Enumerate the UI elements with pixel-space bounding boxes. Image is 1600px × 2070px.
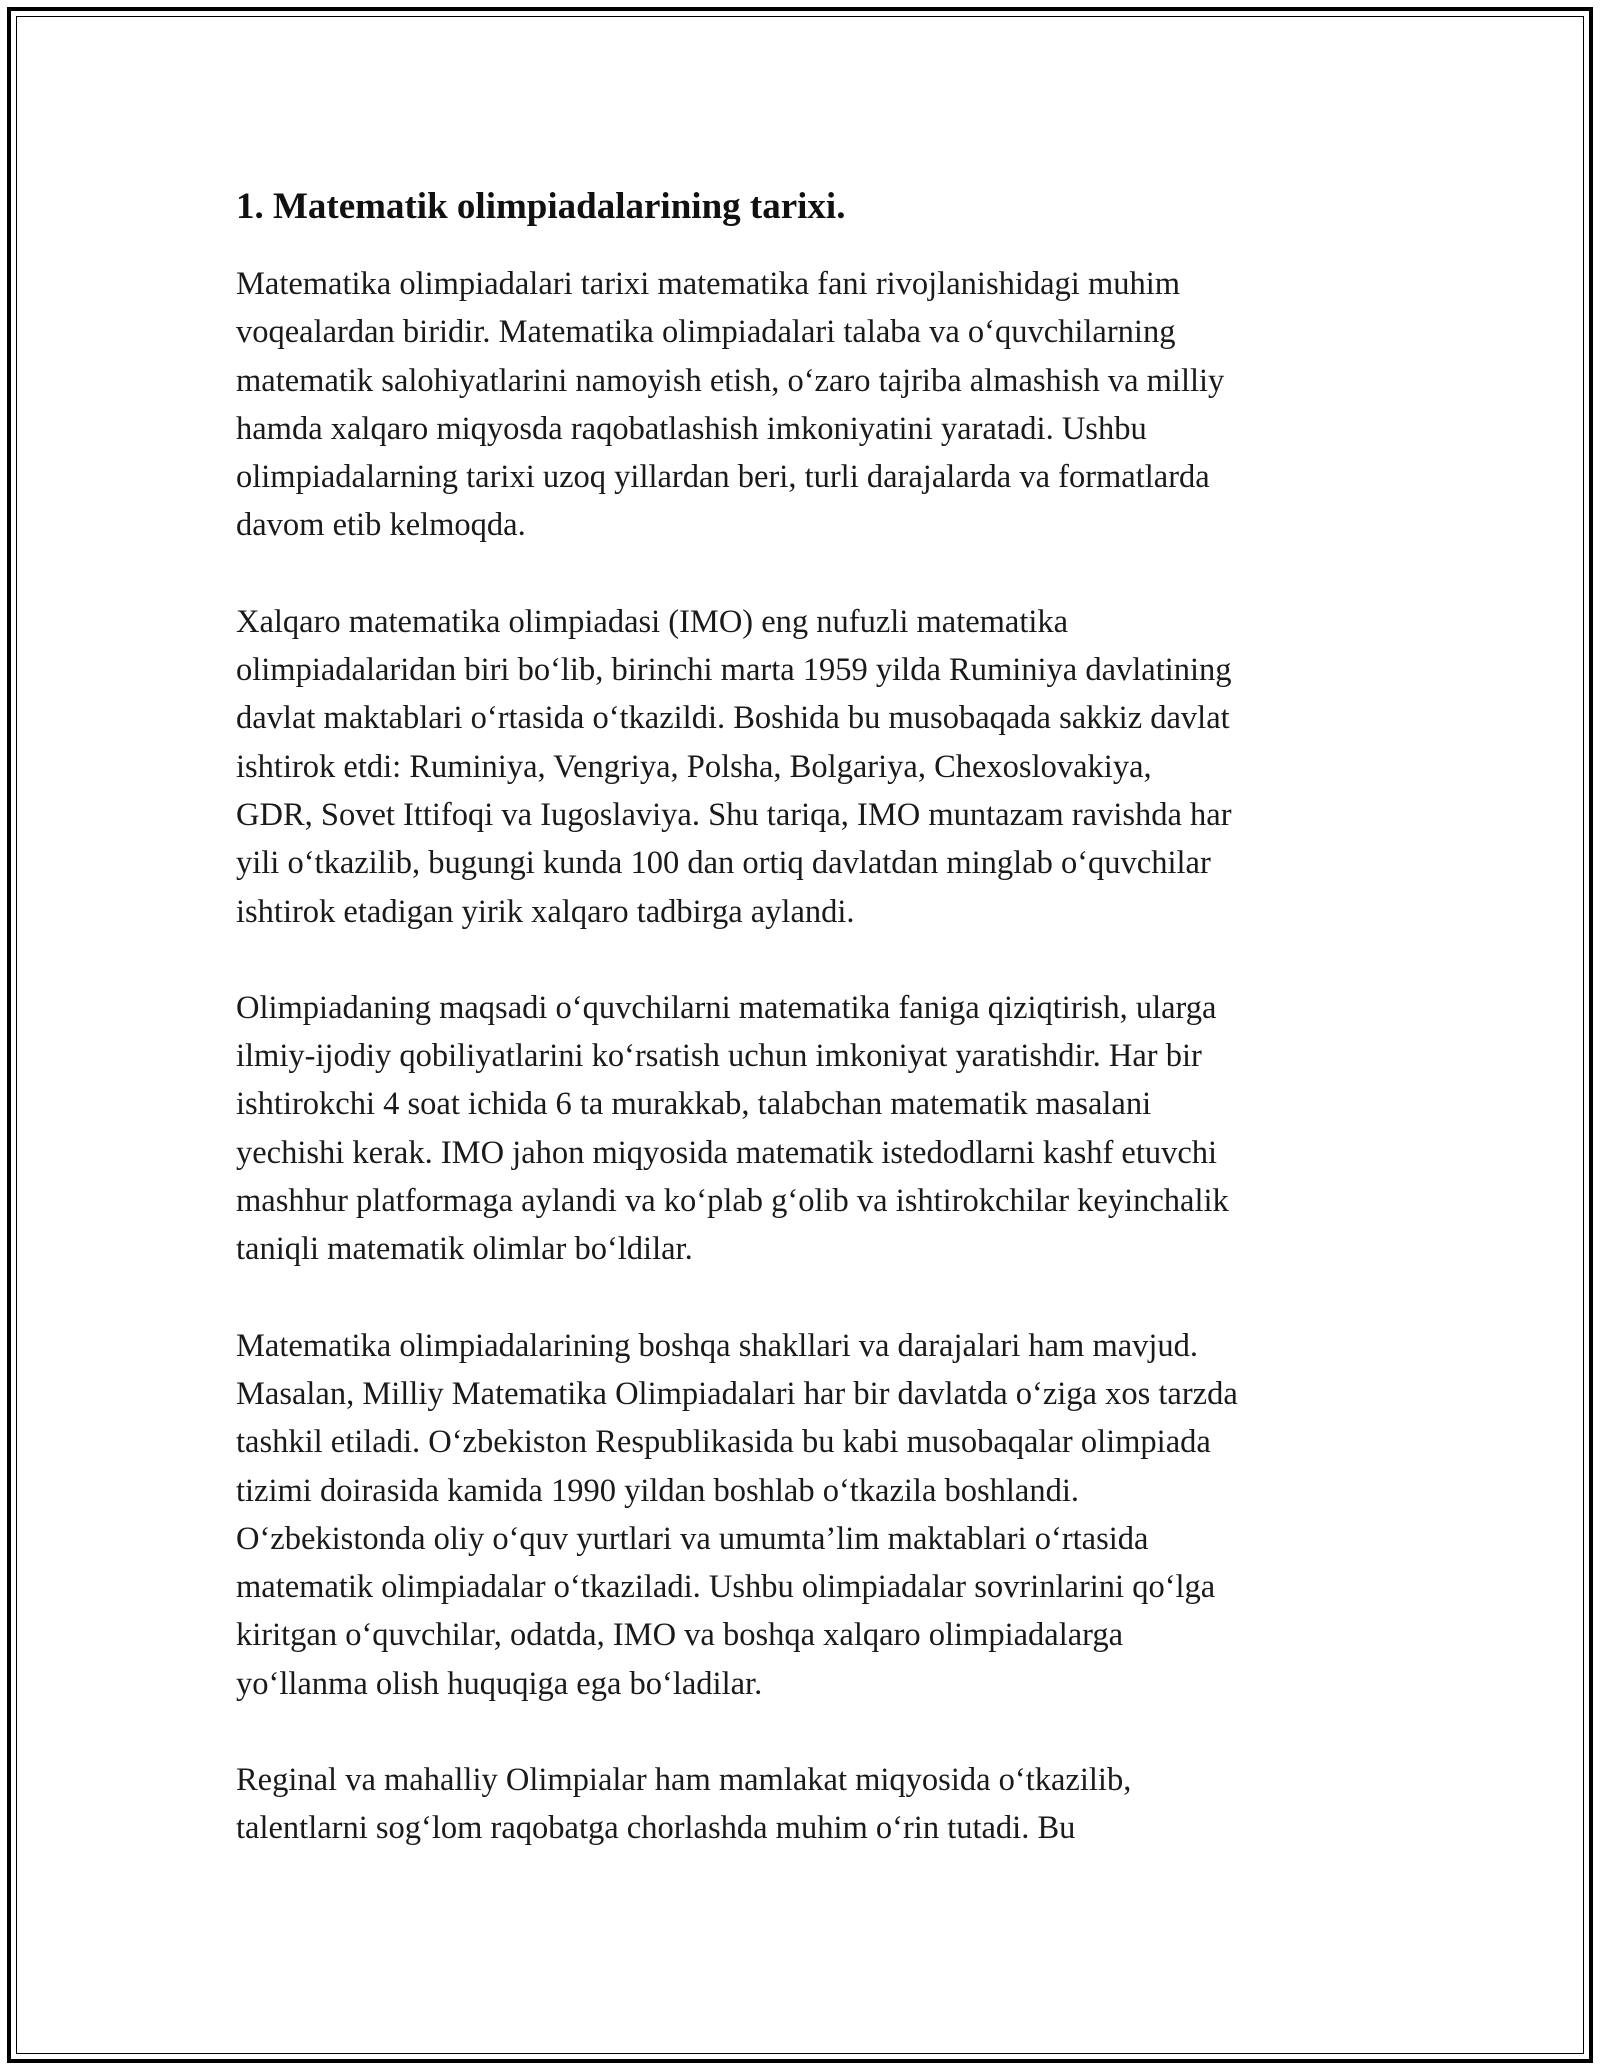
text-line: taniqli matematik olimlar bo‘ldilar. <box>236 1231 693 1268</box>
text-line: ilmiy-ijodiy qobiliyatlarini ko‘rsatish uchun imkoniyat yaratishdir. Har bir <box>236 1038 1202 1075</box>
text-line: davom etib kelmoqda. <box>236 507 526 544</box>
paragraph-imo-history <box>236 598 1376 936</box>
text-line: mashhur platformaga aylandi va ko‘plab g‘olib va ishtirokchilar keyinchalik <box>236 1183 1229 1220</box>
text-line: tashkil etiladi. O‘zbekiston Respublikasida bu kabi musobaqalar olimpiada <box>236 1424 1211 1461</box>
text-line: kiritgan o‘quvchilar, odatda, IMO va boshqa xalqaro olimpiadalarga <box>236 1617 1124 1654</box>
text-line: matematik olimpiadalar o‘tkaziladi. Ushbu olimpiadalar sovrinlarini qo‘lga <box>236 1569 1216 1606</box>
text-line: Reginal va mahalliy Olimpialar ham mamlakat miqyosida o‘tkazilib, <box>236 1762 1132 1799</box>
text-line: olimpiadalaridan biri bo‘lib, birinchi marta 1959 yilda Ruminiya davlatining <box>236 652 1232 689</box>
text-line: O‘zbekistonda oliy o‘quv yurtlari va umumta’lim maktablari o‘rtasida <box>236 1520 1149 1557</box>
text-line: ishtirok etdi: Ruminiya, Vengriya, Polsha, Bolgariya, Chexoslovakiya, <box>236 748 1152 785</box>
text-line: Matematika olimpiadalarining boshqa shakllari va darajalari ham mavjud. <box>236 1327 1199 1364</box>
text-line: yili o‘tkazilib, bugungi kunda 100 dan ortiq davlatdan minglab o‘quvchilar <box>236 845 1211 882</box>
paragraph-regional-olympiads <box>236 1756 1376 1853</box>
document-body <box>236 184 1376 1901</box>
paragraph-olympiad-purpose <box>236 984 1376 1274</box>
text-line: talentlarni sog‘lom raqobatga chorlashda muhim o‘rin tutadi. Bu <box>236 1810 1076 1847</box>
text-line: matematik salohiyatlarini namoyish etish, o‘zaro tajriba almashish va milliy <box>236 362 1225 399</box>
text-line: yechishi kerak. IMO jahon miqyosida matematik istedodlarni kashf etuvchi <box>236 1134 1218 1171</box>
text-line: Olimpiadaning maqsadi o‘quvchilarni matematika faniga qiziqtirish, ularga <box>236 989 1217 1026</box>
text-line: hamda xalqaro miqyosda raqobatlashish imkoniyatini yaratadi. Ushbu <box>236 410 1147 447</box>
text-line: tizimi doirasida kamida 1990 yildan boshlab o‘tkazila boshlandi. <box>236 1472 1080 1509</box>
section-heading: 1. Matematik olimpiadalarining tarixi. <box>236 186 846 227</box>
text-line: davlat maktablari o‘rtasida o‘tkazildi. Boshida bu musobaqada sakkiz davlat <box>236 700 1230 737</box>
text-line: GDR, Sovet Ittifoqi va Iugoslaviya. Shu tariqa, IMO muntazam ravishda har <box>236 796 1232 833</box>
text-line: voqealardan biridir. Matematika olimpiadalari talaba va o‘quvchilarning <box>236 314 1176 351</box>
text-line: olimpiadalarning tarixi uzoq yillardan beri, turli darajalarda va formatlarda <box>236 459 1210 496</box>
paragraph-national-olympiads <box>236 1322 1376 1708</box>
text-line: Matematika olimpiadalari tarixi matematika fani rivojlanishidagi muhim <box>236 266 1181 302</box>
text-line: ishtirok etadigan yirik xalqaro tadbirga aylandi. <box>236 893 855 930</box>
paragraph-history-intro <box>236 260 1376 550</box>
text-line: yo‘llanma olish huquqiga ega bo‘ladilar. <box>236 1665 763 1702</box>
text-line: ishtirokchi 4 soat ichida 6 ta murakkab, talabchan matematik masalani <box>236 1086 1152 1123</box>
text-line: Xalqaro matematika olimpiadasi (IMO) eng nufuzli matematika <box>236 603 1069 640</box>
text-line: Masalan, Milliy Matematika Olimpiadalari har bir davlatda o‘ziga xos tarzda <box>236 1375 1238 1412</box>
